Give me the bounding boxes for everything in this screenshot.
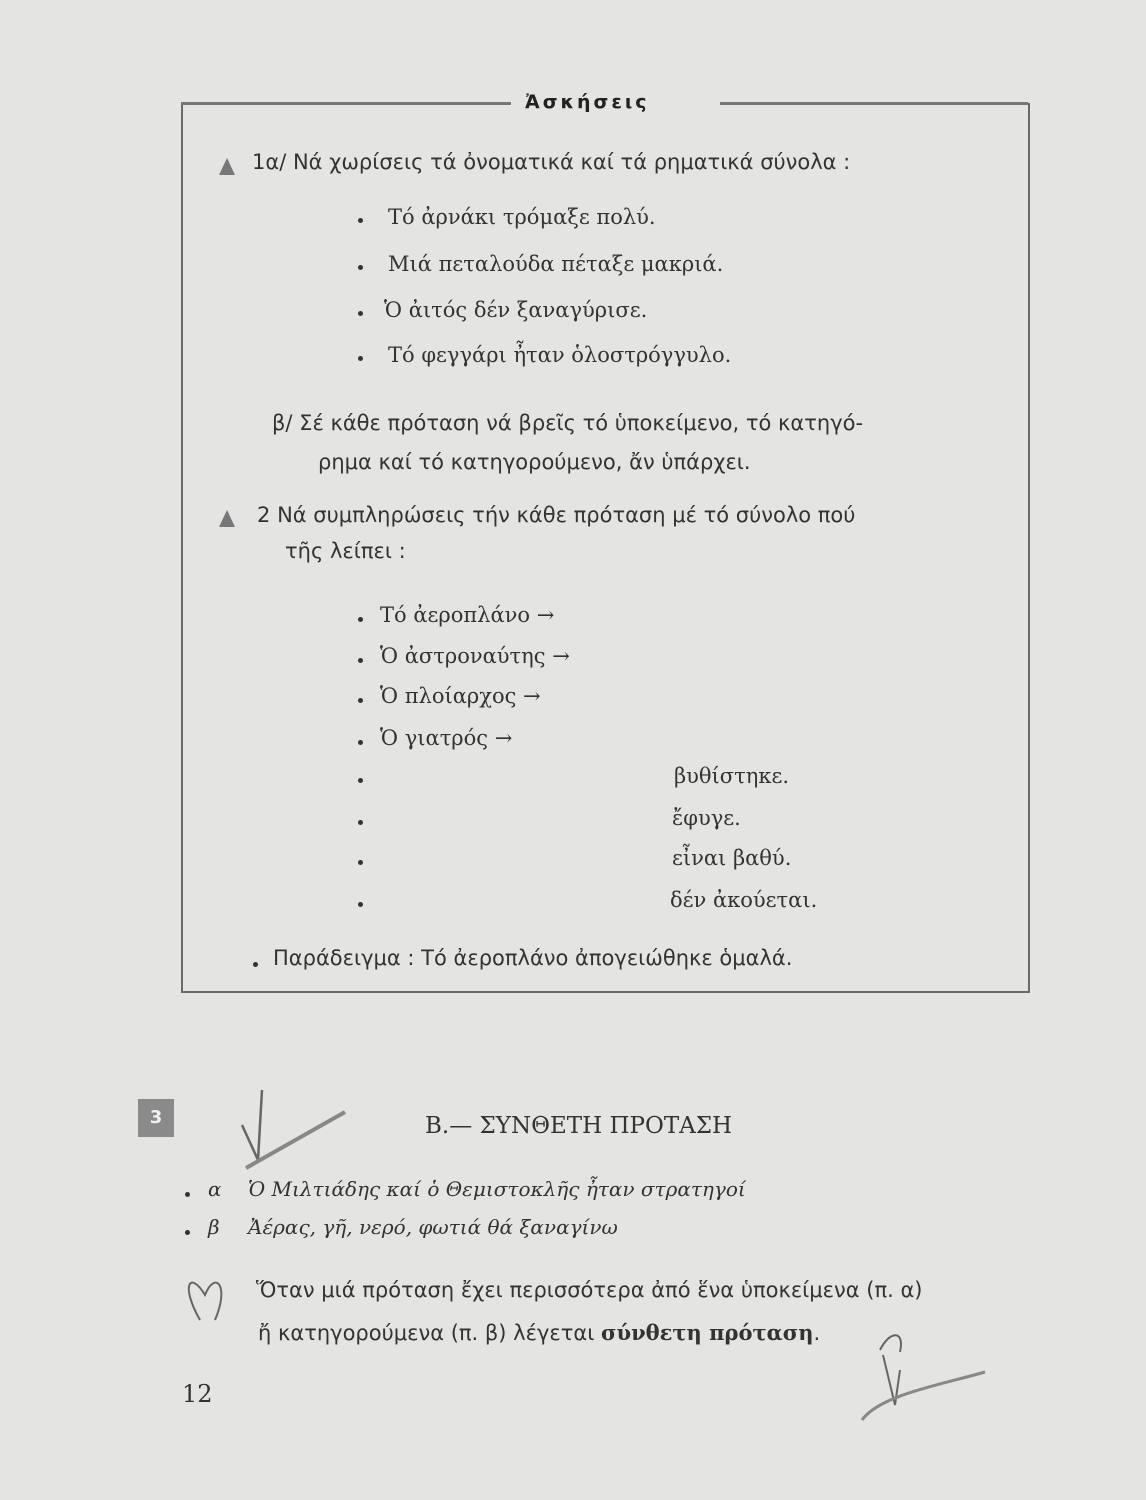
exercise-2-line1: 2 Νά συμπληρώσεις τήν κάθε πρόταση μέ τό σύνολο πού — [257, 503, 856, 527]
predicate-item: ἔφυγε. — [672, 806, 741, 830]
example-label: α — [208, 1177, 222, 1201]
predicate-item: δέν ἀκούεται. — [670, 888, 818, 912]
sentence-item: Τό ἀρνάκι τρόμαξε πολύ. — [388, 205, 656, 229]
example-label: β — [208, 1215, 220, 1239]
predicate-item: βυθίστηκε. — [674, 764, 789, 788]
sentence-item: Τό φεγγάρι ἦταν ὁλοστρόγγυλο. — [388, 343, 732, 367]
section-heading: Β.— ΣΥΝΘΕΤΗ ΠΡΟΤΑΣΗ — [425, 1113, 733, 1139]
example-text: Ἀέρας, γῆ, νερό, φωτιά θά ξαναγίνω — [248, 1215, 618, 1239]
page-number: 12 — [182, 1380, 213, 1408]
exercise-2-line2: τῆς λείπει : — [285, 539, 406, 563]
subject-item: Ὁ ἀστροναύτης → — [380, 644, 570, 668]
example-sentence: Παράδειγμα : Τό ἀεροπλάνο ἀπογειώθηκε ὁμαλά. — [273, 946, 793, 970]
predicate-item: εἶναι βαθύ. — [672, 846, 792, 870]
sentence-item: Μιά πεταλούδα πέταξε μακριά. — [388, 252, 724, 276]
exercise-1b-line1: β/ Σέ κάθε πρόταση νά βρεῖς τό ὑποκείμενο, τό κατηγό- — [272, 411, 864, 435]
example-text: Ὁ Μιλτιάδης καί ὁ Θεμιστοκλῆς ἦταν στρατηγοί — [248, 1177, 746, 1201]
subject-item: Ὁ πλοίαρχος → — [380, 684, 541, 708]
rule-line2: ἤ κατηγορούμενα (π. β) λέγεται σύνθετη πρόταση. — [258, 1320, 821, 1345]
section-badge: 3 — [138, 1099, 174, 1137]
box-title: Ἀσκήσεις — [525, 91, 650, 113]
subject-item: Ὁ γιατρός → — [380, 726, 513, 750]
sentence-item: Ὁ ἀιτός δέν ξαναγύρισε. — [384, 298, 648, 322]
exercise-1b-line2: ρημα καί τό κατηγορούμενο, ἄν ὑπάρχει. — [318, 450, 751, 474]
subject-item: Τό ἀεροπλάνο → — [380, 603, 555, 627]
exercise-1a: 1α/ Νά χωρίσεις τά ὀνοματικά καί τά ρηματικά σύνολα : — [252, 150, 851, 174]
rule-line1: Ὅταν μιά πρόταση ἔχει περισσότερα ἀπό ἕνα ὑποκείμενα (π. α) — [256, 1278, 923, 1302]
